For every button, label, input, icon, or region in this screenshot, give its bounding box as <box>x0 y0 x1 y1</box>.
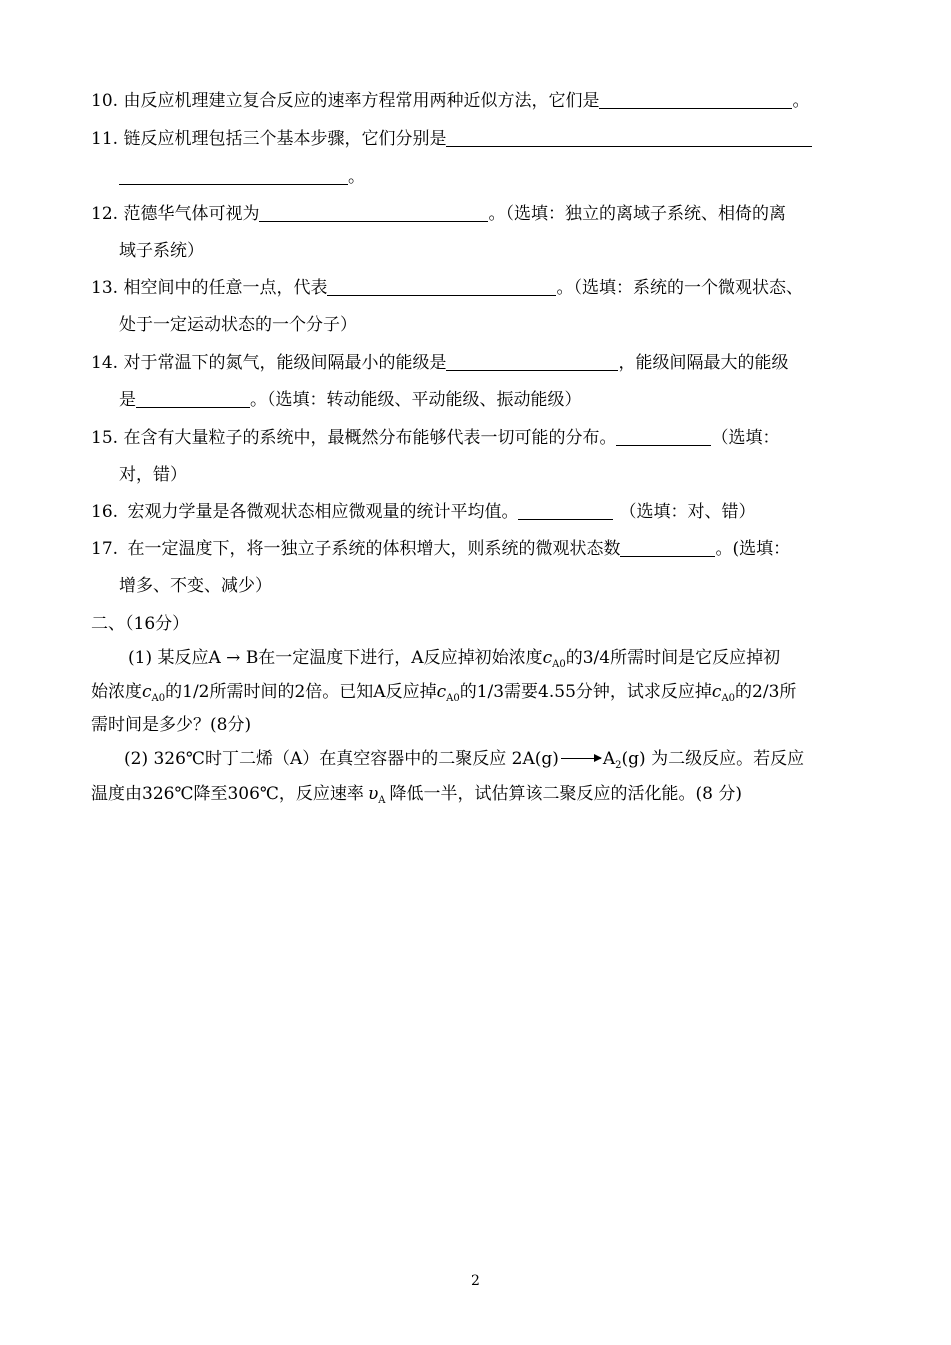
question-options: （选填：对、错） <box>619 502 756 522</box>
symbol-subscript: A0 <box>151 693 166 704</box>
symbol-subscript: A0 <box>721 693 736 704</box>
punctuation: 。 <box>348 167 365 187</box>
problem-1-line-3: 需时间是多少？(8分) <box>91 715 252 735</box>
question-17-cont <box>119 575 272 597</box>
product-symbol: A <box>602 749 616 769</box>
question-13-cont <box>119 314 357 336</box>
question-15 <box>91 427 779 449</box>
question-options: 处于一定运动状态的一个分子） <box>119 315 357 335</box>
symbol-subscript: A <box>378 795 386 806</box>
question-text: 在含有大量粒子的系统中，最概然分布能够代表一切可能的分布。 <box>123 428 617 448</box>
question-16 <box>91 501 755 523</box>
problem-text: 降低一半，试估算该二聚反应的活化能。(8 分) <box>389 784 742 804</box>
question-options: 对，错） <box>119 465 187 485</box>
question-text: 由反应机理建立复合反应的速率方程常用两种近似方法，它们是 <box>123 91 600 111</box>
question-text: ，能级间隔最大的能级 <box>618 353 789 373</box>
symbol-letter: c <box>436 682 447 702</box>
question-options: 。（选填：系统的一个微观状态、 <box>556 278 803 298</box>
problem-text: 的2/3所 <box>735 682 797 702</box>
question-options: 。（选填：转动能级、平动能级、振动能级） <box>250 390 582 410</box>
answer-blank[interactable] <box>259 203 488 222</box>
question-text: 是 <box>119 390 136 410</box>
symbol-letter: c <box>711 682 722 702</box>
question-number: 17. <box>91 539 119 559</box>
rate-symbol <box>368 784 386 804</box>
question-options: 。（选填：独立的离域子系统、相倚的离 <box>488 204 786 224</box>
concentration-symbol <box>712 682 735 702</box>
question-text: 宏观力学量是各微观状态相应微观量的统计平均值。 <box>127 502 519 522</box>
product-subscript: 2 <box>615 760 622 771</box>
question-number: 12. <box>91 204 119 224</box>
answer-blank[interactable] <box>136 389 250 408</box>
page-number: 2 <box>471 1273 480 1289</box>
symbol-letter: c <box>542 648 553 668</box>
question-options: 域子系统） <box>119 241 204 261</box>
question-options: 。(选填： <box>715 539 791 559</box>
question-14 <box>91 352 788 374</box>
problem-1-line-2 <box>91 681 796 703</box>
question-15-cont <box>119 464 187 486</box>
question-number: 13. <box>91 278 119 298</box>
answer-blank[interactable] <box>446 352 618 371</box>
question-14-cont <box>119 389 582 411</box>
punctuation: 。 <box>792 91 810 111</box>
question-text: 链反应机理包括三个基本步骤，它们分别是 <box>123 129 447 149</box>
concentration-symbol <box>437 682 460 702</box>
question-11-cont <box>119 166 365 188</box>
symbol-letter: υ <box>367 784 379 804</box>
question-17 <box>91 538 790 560</box>
answer-blank[interactable] <box>518 501 613 520</box>
problem-text: (2) 326℃时丁二烯（A）在真空容器中的二聚反应 2A(g) <box>124 749 559 769</box>
question-text: 在一定温度下，将一独立子系统的体积增大，则系统的微观状态数 <box>127 539 621 559</box>
question-text: 相空间中的任意一点，代表 <box>123 278 328 298</box>
question-10 <box>91 90 809 112</box>
answer-blank[interactable] <box>446 128 812 147</box>
question-number: 15. <box>91 428 119 448</box>
answer-blank[interactable] <box>616 427 711 446</box>
problem-1-line-1 <box>128 647 780 669</box>
question-12-cont <box>119 240 204 262</box>
question-text: 对于常温下的氮气，能级间隔最小的能级是 <box>123 353 447 373</box>
question-text: 范德华气体可视为 <box>123 204 260 224</box>
question-number: 11. <box>91 129 119 149</box>
problem-text: (1) 某反应A → B在一定温度下进行，A反应掉初始浓度 <box>128 648 543 668</box>
answer-blank[interactable] <box>599 90 792 109</box>
symbol-subscript: A0 <box>552 659 566 670</box>
answer-blank[interactable] <box>620 538 715 557</box>
question-options: （选填： <box>711 428 780 448</box>
problem-text: 始浓度 <box>91 682 142 702</box>
concentration-symbol <box>543 648 566 668</box>
question-number: 16. <box>91 502 119 522</box>
section-heading: 二、（16分） <box>91 614 190 634</box>
problem-text: 的1/3需要4.55分钟，试求反应掉 <box>459 682 712 702</box>
problem-text: 温度由326℃降至306℃，反应速率 <box>91 784 364 804</box>
symbol-letter: c <box>142 682 152 702</box>
problem-2-line-1 <box>124 748 804 770</box>
concentration-symbol <box>142 682 165 702</box>
answer-blank[interactable] <box>327 277 556 296</box>
question-number: 14. <box>91 353 119 373</box>
question-12 <box>91 203 786 225</box>
problem-text: 的3/4所需时间是它反应掉初 <box>565 648 781 668</box>
answer-blank[interactable] <box>119 166 348 185</box>
reaction-arrow-icon <box>561 758 601 759</box>
symbol-subscript: A0 <box>446 693 460 704</box>
question-11 <box>91 128 812 150</box>
problem-text: 的1/2所需时间的2倍。已知A反应掉 <box>165 682 437 702</box>
problem-text: (g) 为二级反应。若反应 <box>621 749 805 769</box>
problem-2-line-2 <box>91 783 742 805</box>
question-options: 增多、不变、减少） <box>119 576 272 596</box>
question-number: 10. <box>91 91 119 111</box>
question-13 <box>91 277 803 299</box>
